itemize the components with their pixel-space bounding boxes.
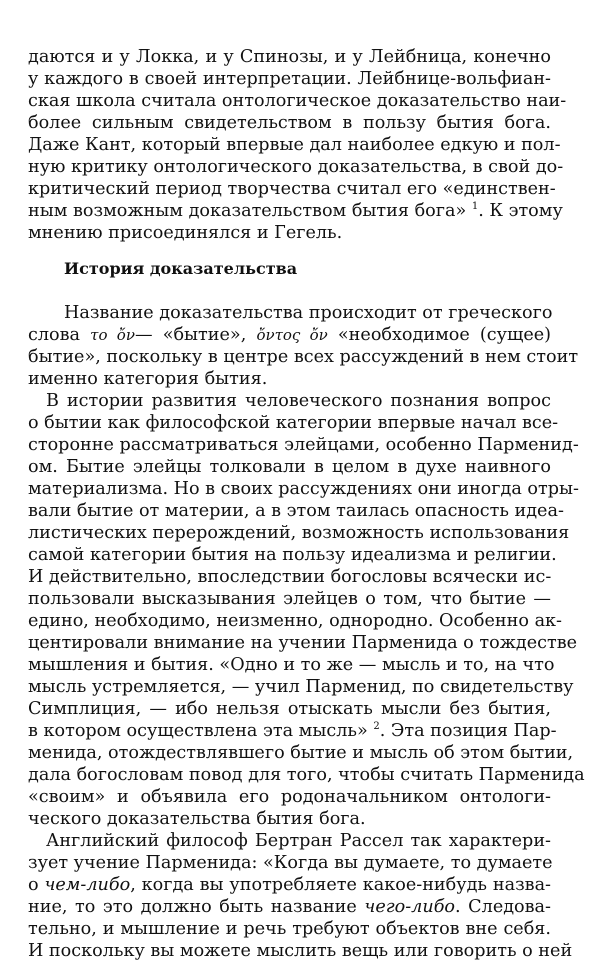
text-line: слова το ὄν— «бытие», ὄντος ὄν «необходимое (сущее) bbox=[28, 325, 552, 345]
text-line: более сильным свидетельством в пользу бытия бога. bbox=[28, 113, 551, 133]
text-line: центировали внимание на учении Парменида о тождестве bbox=[28, 633, 578, 653]
text-line: бытие», поскольку в центре всех рассуждений в нем стоит bbox=[28, 347, 579, 367]
text-line: даются и у Локка, и у Спинозы, и у Лейбница, конечно bbox=[28, 47, 551, 67]
footnote-ref: 1 bbox=[471, 201, 479, 213]
section-heading: История доказательства bbox=[64, 259, 298, 278]
text-line: о бытии как философской категории впервые начал все- bbox=[28, 413, 559, 433]
text-line: вали бытие от материи, а в этом таилась опасность идеа- bbox=[28, 501, 564, 521]
text-line: мышления и бытия. «Одно и то же — мысль и то, на что bbox=[28, 655, 555, 675]
text-line: листических перерождений, возможность использования bbox=[28, 523, 570, 543]
text-line: Название доказательства происходит от греческого bbox=[64, 303, 553, 323]
text-line: у каждого в своей интерпретации. Лейбнице-вольфиан- bbox=[28, 69, 551, 89]
text-line: ская школа считала онтологическое доказательство наи- bbox=[28, 91, 567, 111]
text-line: в котором осуществлена эта мысль» $^2$. Эта позиция Пар- bbox=[28, 721, 557, 741]
text-line: материализма. Но в своих рассуждениях они иногда отры- bbox=[28, 479, 579, 499]
text-line: В истории развития человеческого познания вопрос bbox=[46, 391, 551, 411]
footnote-ref: 2 bbox=[373, 721, 380, 733]
text-line: мнению присоединялся и Гегель. bbox=[28, 223, 343, 243]
text-line: критический период творчества считал его «единствен- bbox=[28, 179, 556, 199]
text-line: о чем-либо, когда вы употребляете какое-нибудь назва- bbox=[28, 875, 552, 895]
text-line: Английский философ Бертран Рассел так характери- bbox=[46, 831, 551, 851]
text-line: ние, то это должно быть название чего-либо. Следова- bbox=[28, 897, 551, 917]
text-line: Даже Кант, который впервые дал наиболее едкую и пол- bbox=[28, 135, 561, 155]
text-line: дала богословам повод для того, чтобы считать Парменида bbox=[28, 765, 585, 785]
emphasis: чего-либо bbox=[364, 897, 456, 917]
text-line: зует учение Парменида: «Когда вы думаете, то думаете bbox=[28, 853, 553, 873]
text-line: именно категория бытия. bbox=[28, 369, 268, 389]
text-line: Симплиция, — ибо нельзя отыскать мысли без бытия, bbox=[28, 699, 551, 719]
greek-term: ὄντος ὄν bbox=[256, 326, 328, 344]
greek-term: το ὄν bbox=[90, 326, 135, 344]
emphasis: чем-либо bbox=[44, 875, 131, 895]
text-line: И действительно, впоследствии богословы всячески ис- bbox=[28, 567, 552, 587]
text-line: ную критику онтологического доказательства, в свой до- bbox=[28, 157, 564, 177]
text-line: мысль устремляется, — учил Парменид, по свидетельству bbox=[28, 677, 574, 697]
text-line: пользовали высказывания элейцев о том, что бытие — bbox=[28, 589, 551, 609]
text-line: И поскольку вы можете мыслить вещь или говорить о ней bbox=[28, 941, 573, 961]
text-line: «своим» и объявила его родоначальником онтологи- bbox=[28, 787, 551, 807]
text-line: едино, необходимо, неизменно, однородно. Особенно ак- bbox=[28, 611, 562, 631]
text-line: самой категории бытия на пользу идеализма и религии. bbox=[28, 545, 557, 565]
text-line: сторонне рассматриваться элейцами, особенно Парменид- bbox=[28, 435, 579, 455]
text-line: тельно, и мышление и речь требуют объектов вне себя. bbox=[28, 919, 551, 939]
text-line: ом. Бытие элейцы толковали в целом в духе наивного bbox=[28, 457, 551, 477]
text-line: ческого доказательства бытия бога. bbox=[28, 809, 366, 829]
text-line: ным возможным доказательством бытия бога» $^1$. К этому bbox=[28, 201, 563, 221]
text-line: менида, отождествлявшего бытие и мысль об этом бытии, bbox=[28, 743, 574, 763]
